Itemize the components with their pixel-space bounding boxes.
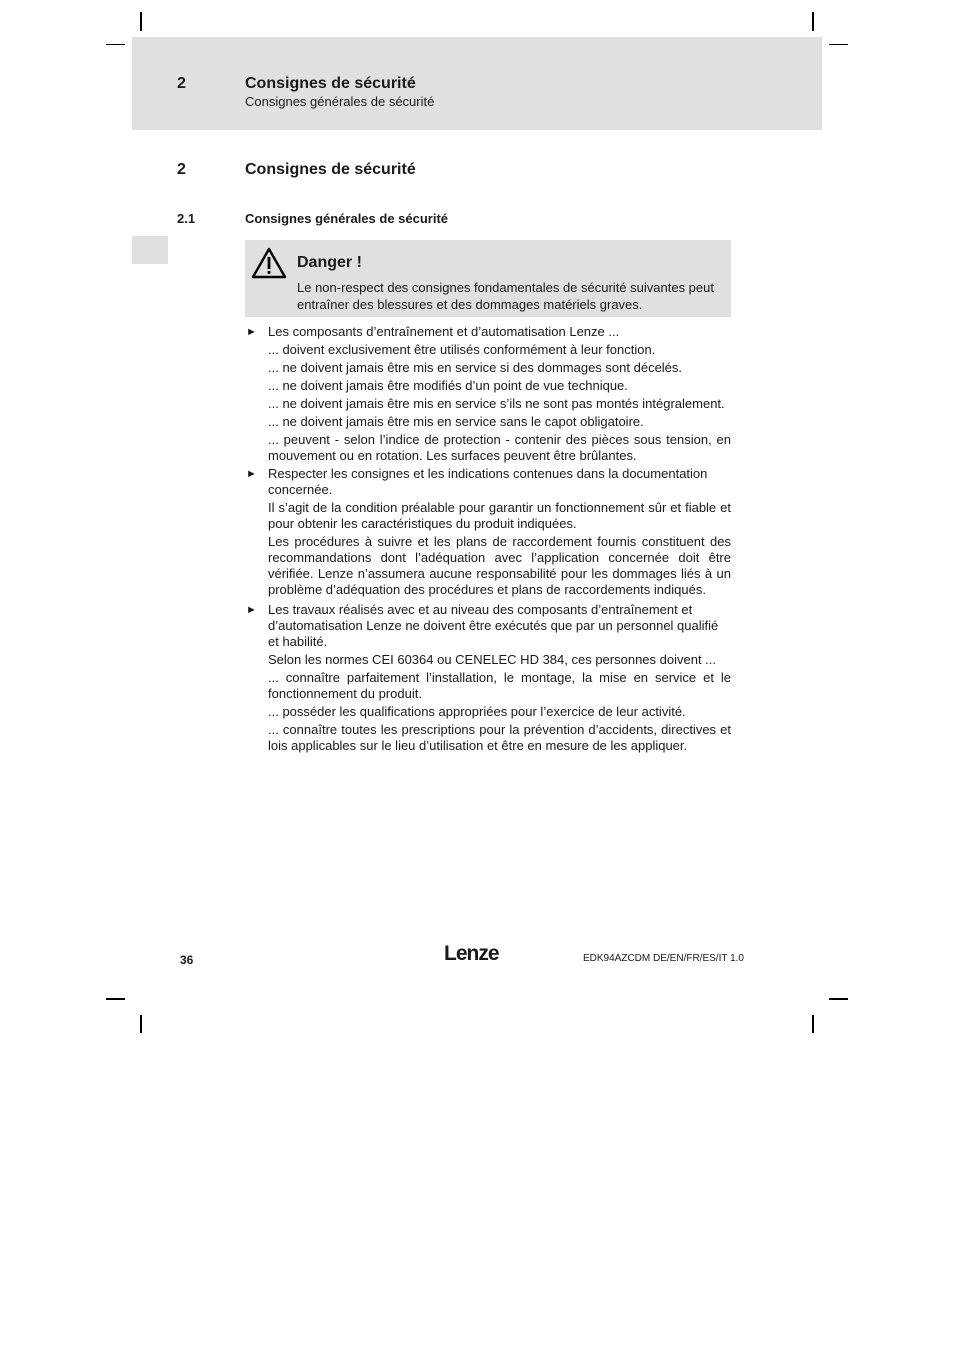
item-paragraph: Respecter les consignes et les indications contenues dans la documentation concernée. [268,466,708,497]
item-paragraph: Il s’agit de la condition préalable pour garantir un fonctionnement sûr et fiable et pour obtenir les caractéristiques du produit indiquées. [268,500,731,531]
item-paragraph: ... ne doivent jamais être mis en service sans le capot obligatoire. [268,414,644,429]
section-title: Consignes de sécurité [245,161,416,178]
page-number: 36 [180,953,194,967]
crop-mark-bottom-left-horizontal [106,998,125,1000]
running-header-subtitle: Consignes générales de sécurité [245,94,435,109]
list-item [245,324,731,464]
item-paragraph: Les travaux réalisés avec et au niveau des composants d’entraînement et d’automatisation Lenze ne doivent être exécutés que par un personnel qualifié et habilité. [268,602,719,649]
item-paragraph: ... doivent exclusivement être utilisés conformément à leur fonction. [268,342,656,357]
crop-mark-bottom-left-vertical [140,1015,142,1033]
item-paragraph: Selon les normes CEI 60364 ou CENELEC HD 384, ces personnes doivent ... [268,652,717,667]
chapter-tab-marker [132,236,168,264]
item-paragraph: Les procédures à suivre et les plans de raccordement fournis constituent des recommandations dont l’adéquation avec l’application concernée doit être vérifiée. Lenze n’assumera aucune responsabilité pour les dommages liés à un problème d’adéquation des procédures et plans de raccordements indiqués. [268,534,731,597]
warning-triangle-icon [251,247,287,279]
item-paragraph: ... connaître parfaitement l’installation, le montage, la mise en service et le fonctionnement du produit. [268,670,731,701]
document-code: EDK94AZCDM DE/EN/FR/ES/IT 1.0 [583,953,744,964]
item-paragraph: ... ne doivent jamais être modifiés d’un point de vue technique. [268,378,628,393]
crop-mark-top-left-vertical [140,12,142,31]
list-item [245,466,731,598]
bullet-arrow-icon: ► [246,326,257,338]
list-item [245,602,731,754]
lenze-logo: Lenze [444,942,499,965]
item-paragraph: ... ne doivent jamais être mis en service si des dommages sont décelés. [268,360,683,375]
item-paragraph: Les composants d’entraînement et d’automatisation Lenze ... [268,324,620,339]
danger-text: Le non-respect des consignes fondamentales de sécurité suivantes peut entraîner des blessures et des dommages matériels graves. [297,280,714,312]
section-number: 2 [177,161,186,178]
item-paragraph: ... posséder les qualifications appropriées pour l’exercice de leur activité. [268,704,686,719]
item-paragraph: ... connaître toutes les prescriptions pour la prévention d’accidents, directives et lois applicables sur le lieu d’utilisation et être en mesure de les appliquer. [268,722,731,753]
subsection-number: 2.1 [177,211,196,226]
subsection-title: Consignes générales de sécurité [245,211,449,226]
running-header-chapter-number: 2 [177,75,186,92]
crop-mark-top-left-horizontal [106,44,125,45]
running-header-chapter-title: Consignes de sécurité [245,75,416,92]
safety-instructions-list [245,324,731,756]
item-paragraph: ... ne doivent jamais être mis en service s’ils ne sont pas montés intégralement. [268,396,725,411]
crop-mark-bottom-right-vertical [812,1015,814,1033]
bullet-arrow-icon: ► [246,468,257,480]
bullet-arrow-icon: ► [246,604,257,616]
crop-mark-bottom-right-horizontal [829,998,848,1000]
danger-title: Danger ! [297,254,362,271]
danger-notice [245,240,731,317]
crop-mark-top-right-vertical [812,12,814,31]
item-paragraph: ... peuvent - selon l’indice de protection - contenir des pièces sous tension, en mouvement ou en rotation. Les surfaces peuvent être brûlantes. [268,432,731,463]
running-header-band [132,37,822,130]
crop-mark-top-right-horizontal [829,44,848,45]
